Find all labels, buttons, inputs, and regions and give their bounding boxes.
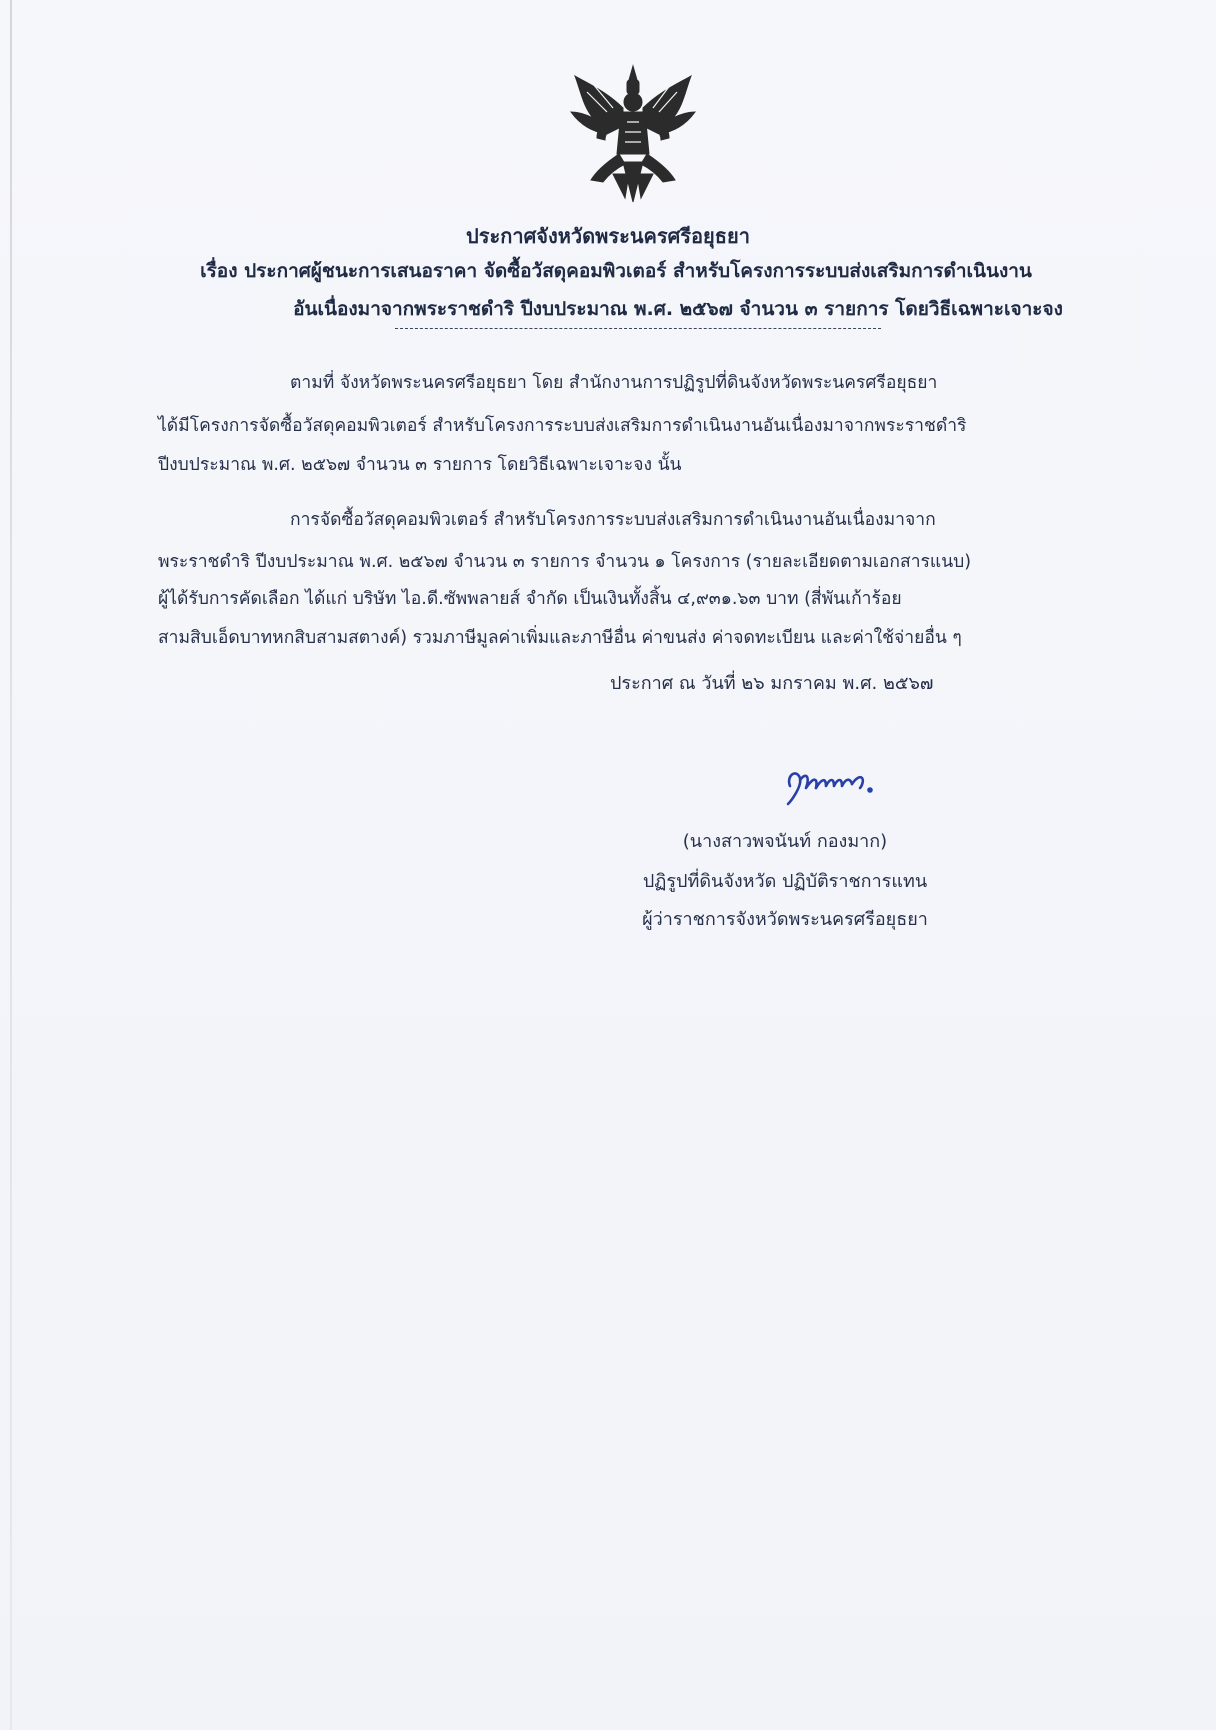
announce-date: ประกาศ ณ วันที่ ๒๖ มกราคม พ.ศ. ๒๕๖๗ (610, 673, 934, 694)
signatory-name: (นางสาวพจนันท์ กองมาก) (682, 831, 888, 852)
para2-line-3: ผู้ได้รับการคัดเลือก ได้แก่ บริษัท ไอ.ดี.ซัพพลายส์ จำกัด เป็นเงินทั้งสิ้น ๔,๙๓๑.๖๓ บาท (สี่พันเก้าร้อย (158, 589, 902, 609)
divider-line (395, 328, 881, 329)
garuda-emblem-icon (567, 62, 699, 207)
para2-line-4: สามสิบเอ็ดบาทหกสิบสามสตางค์) รวมภาษีมูลค่าเพิ่มและภาษีอื่น ค่าขนส่ง ค่าจดทะเบียน และค่าใช้จ่ายอื่น ๆ (158, 628, 962, 648)
signatory-position-1: ปฏิรูปที่ดินจังหวัด ปฏิบัติราชการแทน (642, 871, 928, 892)
signatory-position-2: ผู้ว่าราชการจังหวัดพระนครศรีอยุธยา (642, 909, 928, 930)
handwritten-signature (770, 748, 940, 808)
announcement-title: ประกาศจังหวัดพระนครศรีอยุธยา (466, 224, 750, 248)
para1-line-1: ตามที่ จังหวัดพระนครศรีอยุธยา โดย สำนักงานการปฏิรูปที่ดินจังหวัดพระนครศรีอยุธยา (290, 373, 938, 393)
para2-line-1: การจัดซื้อวัสดุคอมพิวเตอร์ สำหรับโครงการระบบส่งเสริมการดำเนินงานอันเนื่องมาจาก (290, 510, 936, 530)
para1-line-2: ได้มีโครงการจัดซื้อวัสดุคอมพิวเตอร์ สำหรับโครงการระบบส่งเสริมการดำเนินงานอันเนื่องมาจากพระราชดำริ (158, 416, 967, 436)
subject-line-1: เรื่อง ประกาศผู้ชนะการเสนอราคา จัดซื้อวัสดุคอมพิวเตอร์ สำหรับโครงการระบบส่งเสริมการดำเนินงาน (200, 260, 1032, 282)
subject-line-2: อันเนื่องมาจากพระราชดำริ ปีงบประมาณ พ.ศ. ๒๕๖๗ จำนวน ๓ รายการ โดยวิธีเฉพาะเจาะจง (293, 298, 1063, 320)
para1-line-3: ปีงบประมาณ พ.ศ. ๒๕๖๗ จำนวน ๓ รายการ โดยวิธีเฉพาะเจาะจง นั้น (158, 455, 682, 475)
para2-line-2: พระราชดำริ ปีงบประมาณ พ.ศ. ๒๕๖๗ จำนวน ๓ รายการ จำนวน ๑ โครงการ (รายละเอียดตามเอกสารแนบ) (158, 552, 972, 572)
